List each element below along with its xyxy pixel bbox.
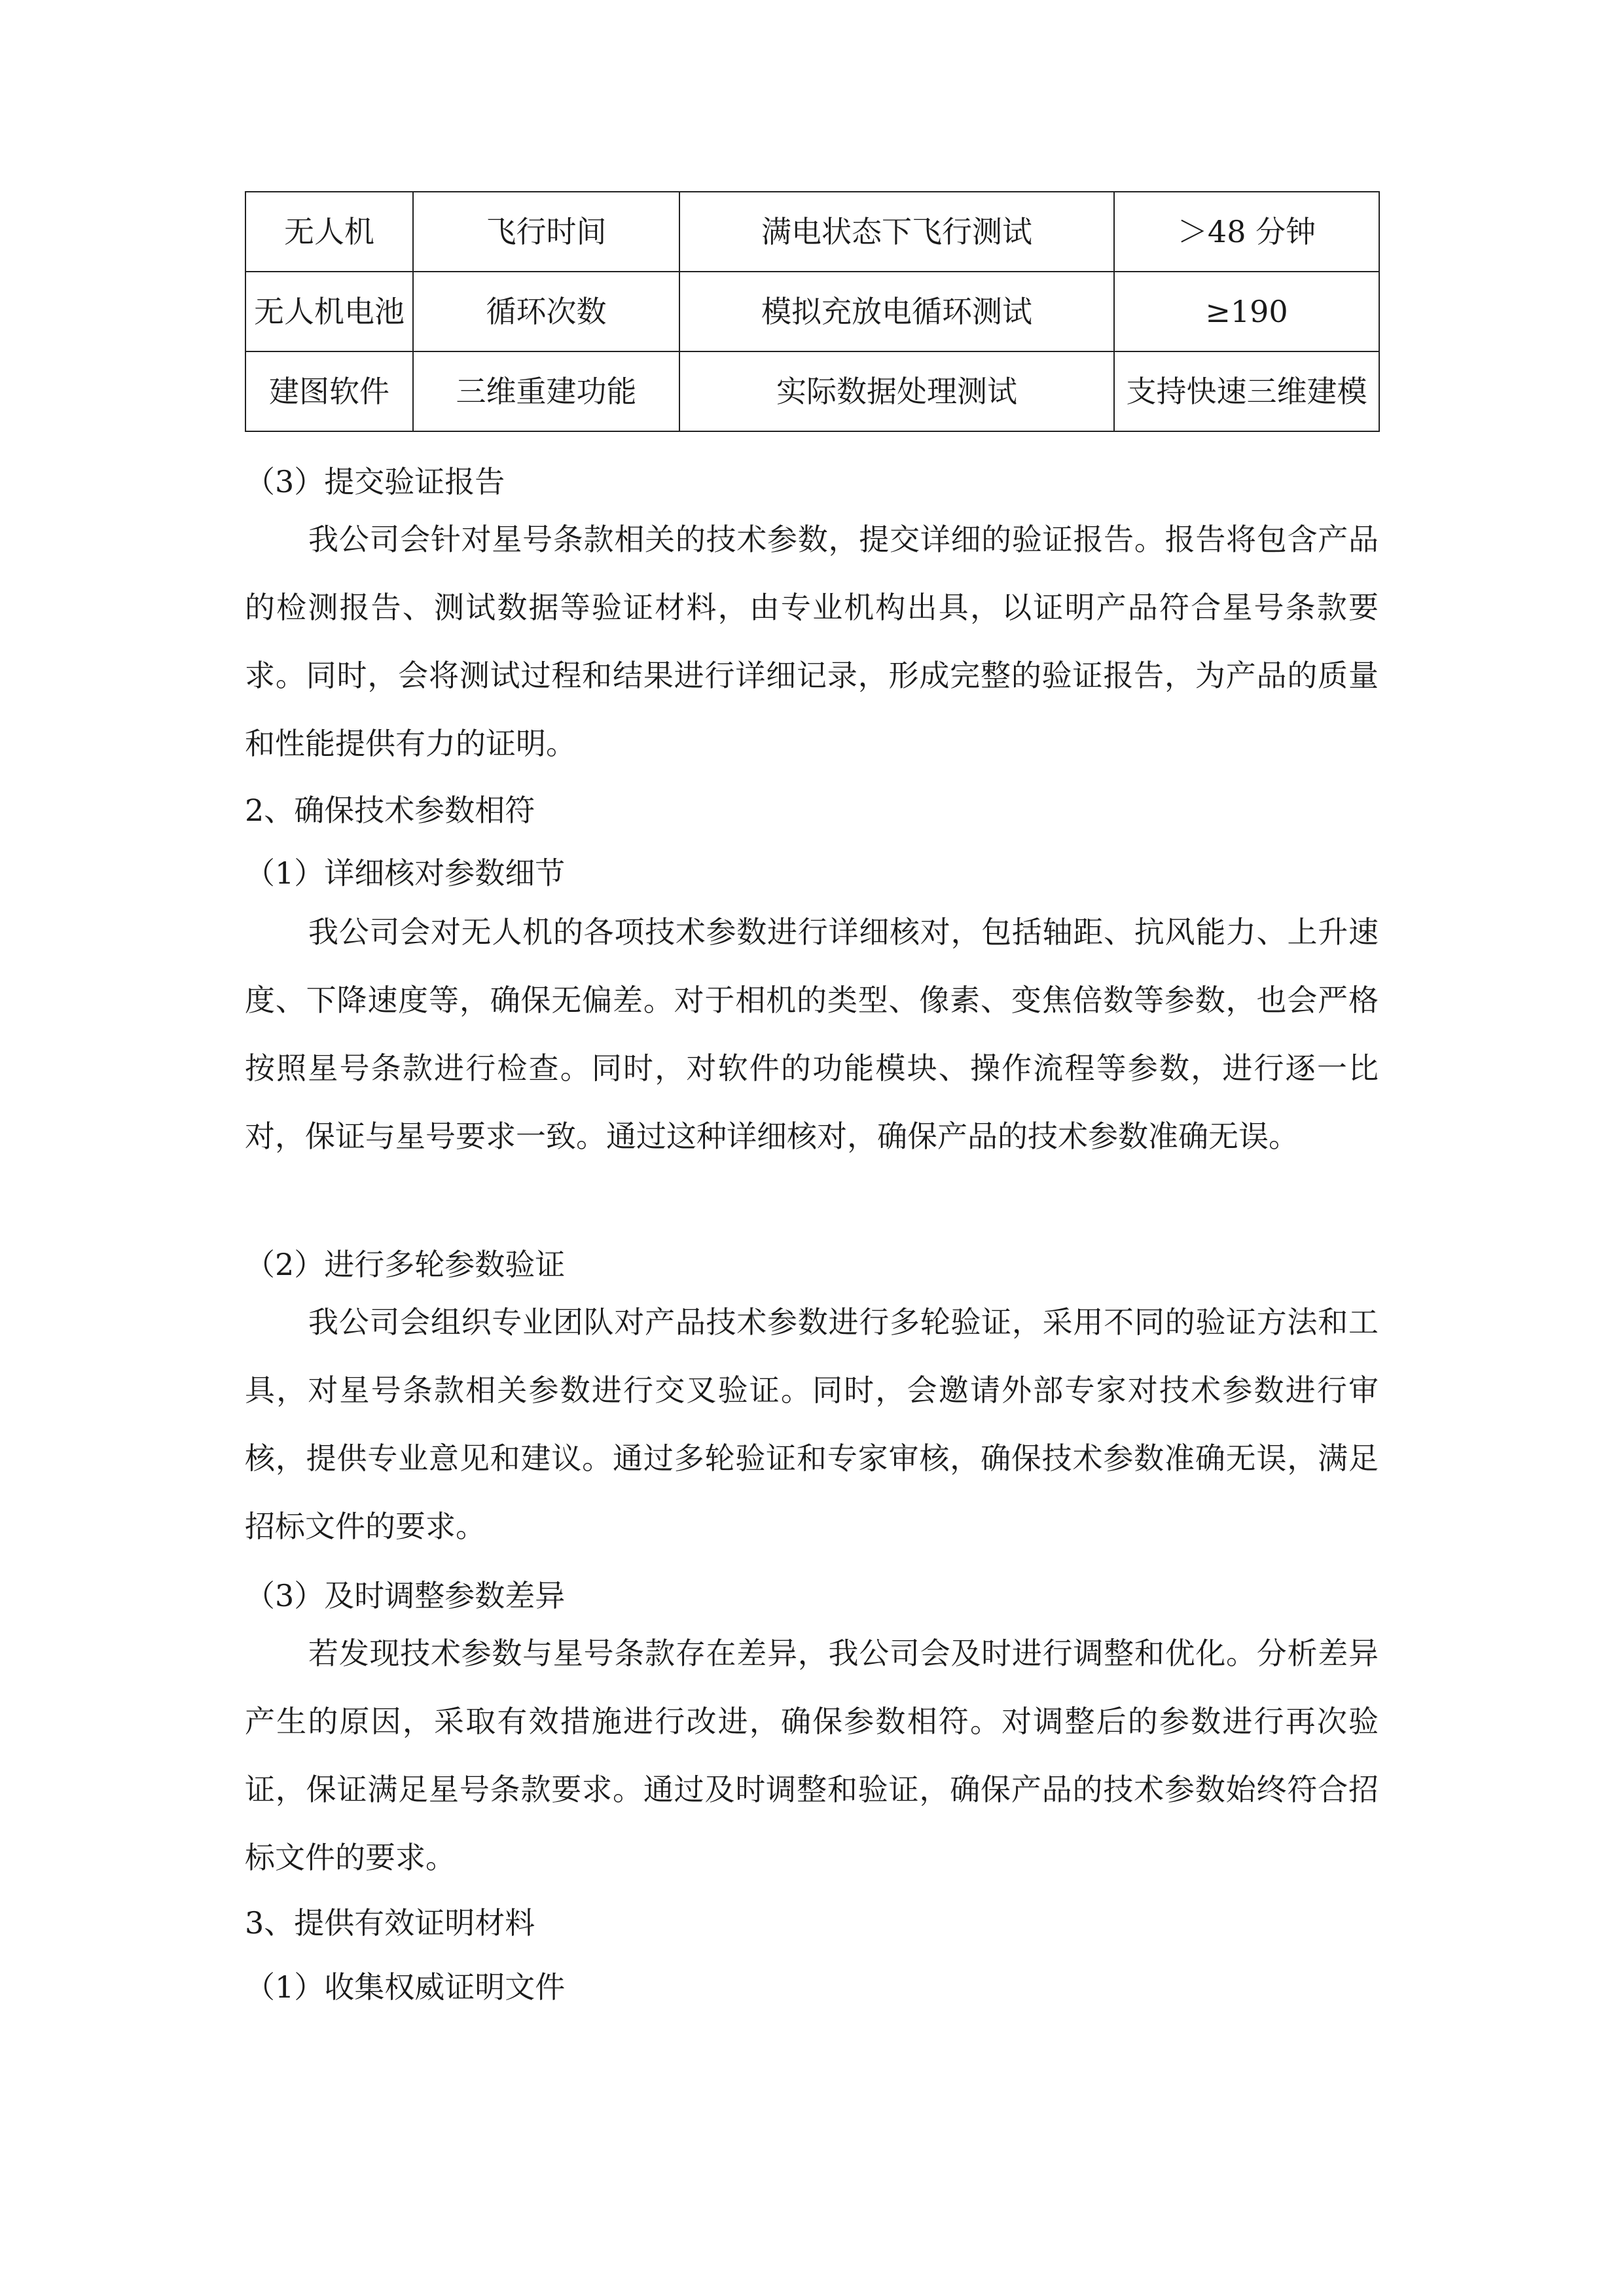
table-row: [245, 272, 1379, 351]
table-cell: 建图软件: [245, 351, 413, 431]
spec-table: [245, 191, 1380, 432]
section-heading: （1）详细核对参数细节: [245, 855, 566, 891]
table-row: [245, 192, 1379, 272]
section-heading: （3）提交验证报告: [245, 464, 505, 499]
paragraph: 我公司会对无人机的各项技术参数进行详细核对，包括轴距、抗风能力、上升速度、下降速度等，确保无偏差。对于相机的类型、像素、变焦倍数等参数，也会严格按照星号条款进行检查。同时，对软件的功能模块、操作流程等参数，进行逐一比对，保证与星号要求一致。通过这种详细核对，确保产品的技术参数准确无误。: [245, 914, 1379, 1154]
section-heading: 2、确保技术参数相符: [245, 793, 535, 828]
table-cell: 支持快速三维建模: [1114, 351, 1379, 431]
table-cell: 满电状态下飞行测试: [679, 192, 1114, 272]
table-cell: ≥190: [1114, 272, 1379, 351]
table-cell: 无人机电池: [245, 272, 413, 351]
section-heading: （1）收集权威证明文件: [245, 1969, 566, 2005]
table-cell: 三维重建功能: [413, 351, 679, 431]
table-cell: 模拟充放电循环测试: [679, 272, 1114, 351]
paragraph: 我公司会组织专业团队对产品技术参数进行多轮验证，采用不同的验证方法和工具，对星号条款相关参数进行交叉验证。同时，会邀请外部专家对技术参数进行审核，提供专业意见和建议。通过多轮验证和专家审核，确保技术参数准确无误，满足招标文件的要求。: [245, 1304, 1379, 1544]
table-cell: 循环次数: [413, 272, 679, 351]
section-heading: （2）进行多轮参数验证: [245, 1247, 566, 1282]
section-heading: 3、提供有效证明材料: [245, 1905, 535, 1941]
section-heading: （3）及时调整参数差异: [245, 1578, 566, 1613]
table-cell: 实际数据处理测试: [679, 351, 1114, 431]
table-cell: ＞48 分钟: [1114, 192, 1379, 272]
paragraph: 若发现技术参数与星号条款存在差异，我公司会及时进行调整和优化。分析差异产生的原因，采取有效措施进行改进，确保参数相符。对调整后的参数进行再次验证，保证满足星号条款要求。通过及时调整和验证，确保产品的技术参数始终符合招标文件的要求。: [245, 1636, 1379, 1875]
paragraph: 我公司会针对星号条款相关的技术参数，提交详细的验证报告。报告将包含产品的检测报告、测试数据等验证材料，由专业机构出具，以证明产品符合星号条款要求。同时，会将测试过程和结果进行详细记录，形成完整的验证报告，为产品的质量和性能提供有力的证明。: [245, 522, 1379, 761]
table-row: [245, 351, 1379, 431]
table-cell: 无人机: [245, 192, 413, 272]
table-cell: 飞行时间: [413, 192, 679, 272]
